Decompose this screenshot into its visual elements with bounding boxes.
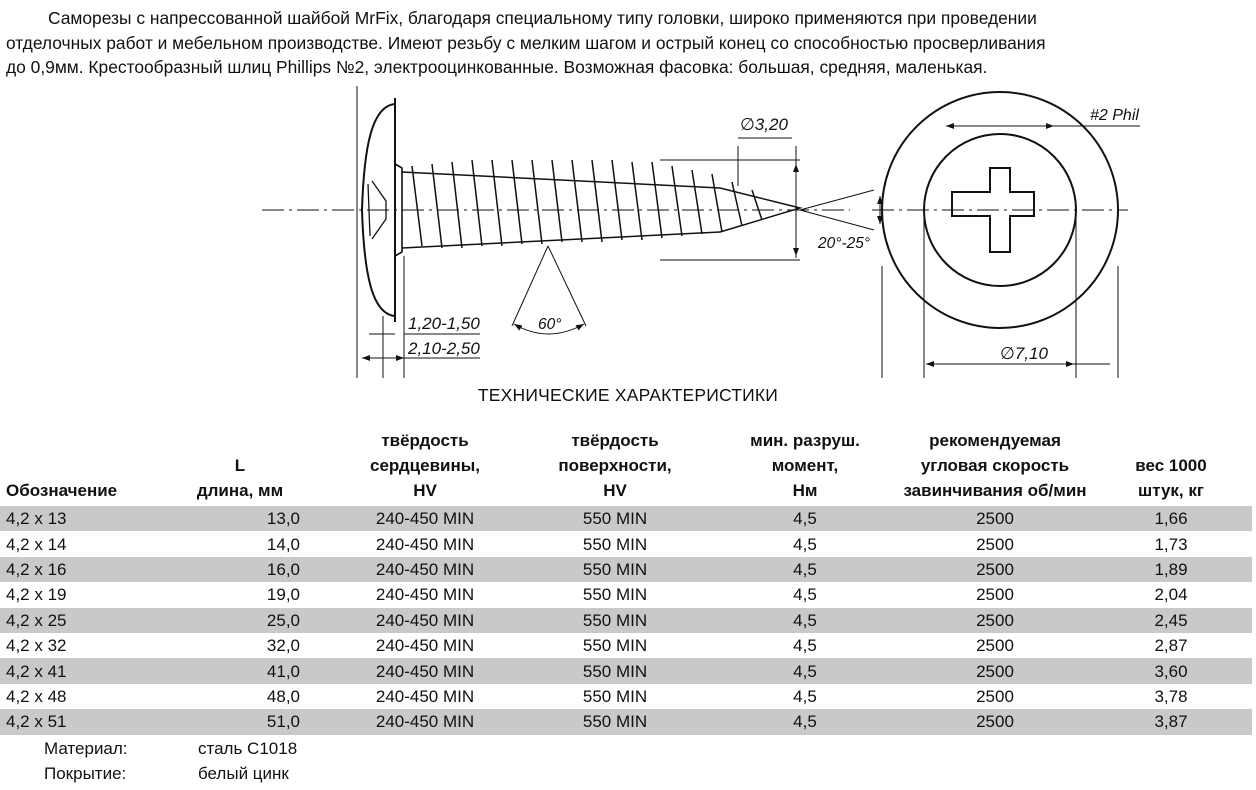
- cell-designation: 4,2 x 19: [6, 585, 67, 605]
- table-row: [0, 684, 1252, 709]
- cell-weight: 3,87: [1090, 709, 1252, 734]
- cell-surface-hardness: 550 MIN: [582, 636, 648, 656]
- cell-weight: 2,45: [1090, 608, 1252, 633]
- cell-core-hardness: 240-450 MIN: [375, 636, 475, 656]
- cell-weight: 3,78: [1154, 686, 1188, 706]
- head-diameter-label: ∅7,10: [1000, 344, 1048, 363]
- intro-line: до 0,9мм. Крестообразный шлиц Phillips №2, электрооцинкованные. Возможная фасовка: большая, средняя, маленькая.: [6, 57, 988, 77]
- column-header: мин. разруш. момент, Нм: [750, 431, 860, 500]
- cell-surface-hardness: 550 MIN: [520, 608, 710, 633]
- cell-speed: 2500: [976, 534, 1014, 554]
- cell-core-hardness: 240-450 MIN: [375, 686, 475, 706]
- property-value: сталь С1018: [198, 739, 298, 758]
- head-height-label: 2,10-2,50: [408, 339, 480, 358]
- cell-speed: 2500: [900, 557, 1090, 582]
- table-row: [0, 608, 1252, 633]
- column-header: вес 1000 штук, кг: [1135, 456, 1207, 500]
- table-row: [0, 531, 1252, 556]
- cell-speed: 2500: [900, 709, 1090, 734]
- cell-length: 14,0: [266, 534, 300, 554]
- intro-line: Саморезы с напрессованной шайбой MrFix, благодаря специальному типу головки, широко применяются при проведении: [48, 8, 1037, 28]
- cell-speed: 2500: [900, 658, 1090, 683]
- cell-core-hardness: 240-450 MIN: [330, 658, 520, 683]
- cell-weight: 1,73: [1154, 534, 1188, 554]
- cell-speed: 2500: [976, 636, 1014, 656]
- property-value: белый цинк: [198, 764, 289, 783]
- cell-designation: 4,2 x 41: [0, 658, 150, 683]
- cell-weight: 2,87: [1154, 636, 1188, 656]
- cell-torque: 4,5: [793, 636, 817, 656]
- screw-thread: [402, 160, 800, 248]
- cell-designation: 4,2 x 16: [0, 557, 150, 582]
- cell-torque: 4,5: [793, 534, 817, 554]
- cell-designation: 4,2 x 48: [6, 686, 67, 706]
- cell-core-hardness: 240-450 MIN: [375, 534, 475, 554]
- cell-speed: 2500: [900, 506, 1090, 531]
- cell-length: 41,0: [150, 658, 330, 683]
- cell-length: 13,0: [150, 506, 330, 531]
- cell-core-hardness: 240-450 MIN: [330, 506, 520, 531]
- cell-core-hardness: 240-450 MIN: [330, 709, 520, 734]
- column-header: L длина, мм: [196, 456, 284, 500]
- table-row: [0, 633, 1252, 658]
- cell-designation: 4,2 x 25: [0, 608, 150, 633]
- tip-diameter-label: ∅3,20: [740, 115, 788, 134]
- intro-line: отделочных работ и мебельном производстве. Имеют резьбу с мелким шагом и острый конец со способностью просверливания: [6, 32, 1046, 53]
- table-row: [0, 506, 1252, 531]
- drive-type-label: #2 Phil: [1090, 107, 1139, 124]
- cell-length: 25,0: [150, 608, 330, 633]
- cell-length: 19,0: [266, 585, 300, 605]
- table-row: [0, 658, 1252, 683]
- cell-weight: 3,60: [1090, 658, 1252, 683]
- tip-angle-label: 20°-25°: [818, 235, 871, 252]
- cell-surface-hardness: 550 MIN: [520, 557, 710, 582]
- column-header: рекомендуемая угловая скорость завинчивания об/мин: [903, 431, 1087, 500]
- thread-angle-label: 60°: [538, 316, 562, 333]
- cell-torque: 4,5: [793, 585, 817, 605]
- cell-designation: 4,2 x 13: [0, 506, 150, 531]
- cell-weight: 2,04: [1154, 585, 1188, 605]
- table-header-row: [0, 428, 1252, 506]
- table-row: [0, 557, 1252, 582]
- cell-weight: 1,66: [1090, 506, 1252, 531]
- cell-torque: 4,5: [710, 557, 900, 582]
- intro-paragraph: [6, 6, 1252, 80]
- cell-speed: 2500: [976, 585, 1014, 605]
- cell-surface-hardness: 550 MIN: [520, 658, 710, 683]
- cell-surface-hardness: 550 MIN: [582, 585, 648, 605]
- cell-length: 16,0: [150, 557, 330, 582]
- property-coating: [44, 761, 297, 786]
- property-material: [44, 736, 297, 761]
- cell-designation: 4,2 x 32: [6, 636, 67, 656]
- washer-thickness-label: 1,20-1,50: [408, 314, 480, 333]
- cell-length: 48,0: [266, 686, 300, 706]
- cell-surface-hardness: 550 MIN: [582, 534, 648, 554]
- column-header: твёрдость поверхности, HV: [558, 431, 672, 500]
- cell-torque: 4,5: [710, 608, 900, 633]
- property-label: Материал:: [44, 739, 128, 758]
- screw-head-top: [872, 92, 1140, 378]
- table-row: [0, 582, 1252, 607]
- section-title: ТЕХНИЧЕСКИЕ ХАРАКТЕРИСТИКИ: [477, 385, 779, 405]
- cell-surface-hardness: 550 MIN: [520, 709, 710, 734]
- cell-core-hardness: 240-450 MIN: [330, 608, 520, 633]
- column-header: твёрдость сердцевины, HV: [370, 431, 480, 500]
- property-label: Покрытие:: [44, 764, 127, 783]
- cell-length: 32,0: [266, 636, 300, 656]
- specifications-table: [0, 428, 1252, 735]
- cell-length: 51,0: [150, 709, 330, 734]
- cell-surface-hardness: 550 MIN: [520, 506, 710, 531]
- cell-torque: 4,5: [793, 686, 817, 706]
- cell-designation: 4,2 x 51: [0, 709, 150, 734]
- cell-surface-hardness: 550 MIN: [582, 686, 648, 706]
- screw-technical-drawing: [0, 86, 1256, 378]
- cell-weight: 1,89: [1090, 557, 1252, 582]
- cell-designation: 4,2 x 14: [6, 534, 67, 554]
- cell-torque: 4,5: [710, 658, 900, 683]
- cell-speed: 2500: [900, 608, 1090, 633]
- column-header: Обозначение: [6, 481, 118, 500]
- cell-core-hardness: 240-450 MIN: [375, 585, 475, 605]
- cell-core-hardness: 240-450 MIN: [330, 557, 520, 582]
- table-row: [0, 709, 1252, 734]
- material-properties: [44, 736, 297, 786]
- cell-speed: 2500: [976, 686, 1014, 706]
- cell-torque: 4,5: [710, 709, 900, 734]
- cell-torque: 4,5: [710, 506, 900, 531]
